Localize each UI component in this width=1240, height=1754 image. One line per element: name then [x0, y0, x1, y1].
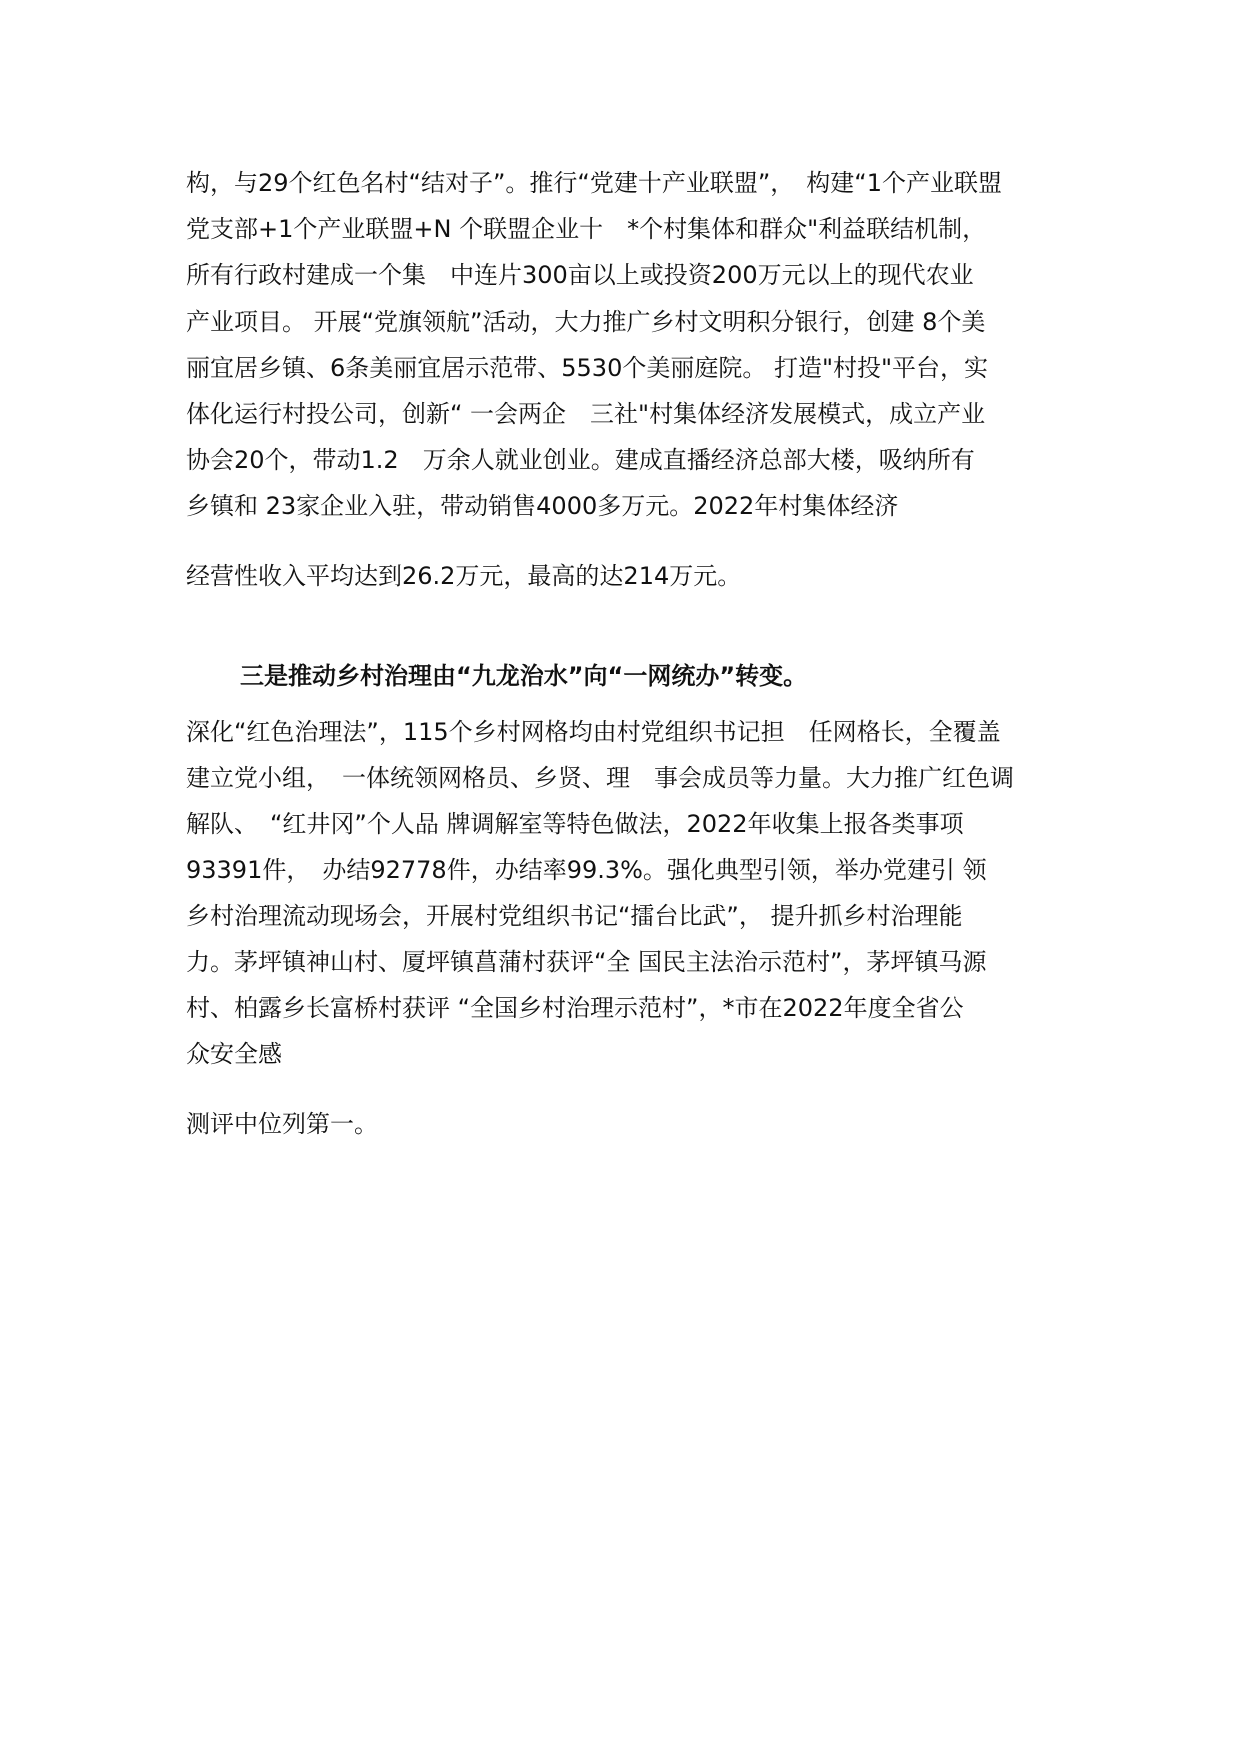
section3-line-9: 测评中位列第一。 [186, 1110, 378, 1138]
paragraph1-line-3: 所有行政村建成一个集 中连片300亩以上或投资200万元以上的现代农业 [186, 261, 974, 289]
section3-heading: 三是推动乡村治理由“九龙治水”向“一网统办”转变。 [240, 662, 808, 690]
paragraph1-line-2: 党支部+1个产业联盟+N 个联盟企业十 *个村集体和群众"利益联结机制， [186, 215, 987, 243]
section3-line-5: 乡村治理流动现场会，开展村党组织书记“擂台比武”， 提升抓乡村治理能 [186, 902, 963, 930]
section3-line-6: 力。茅坪镇神山村、厦坪镇菖蒲村获评“全 国民主法治示范村”，茅坪镇马源 [186, 948, 987, 976]
paragraph1-line-8: 乡镇和 23家企业入驻，带动销售4000多万元。2022年村集体经济 [186, 492, 899, 520]
paragraph1-line-5: 丽宜居乡镇、6条美丽宜居示范带、5530个美丽庭院。 打造"村投"平台，实 [186, 354, 989, 382]
paragraph1-line-6: 体化运行村投公司，创新“ 一会两企 三社"村集体经济发展模式，成立产业 [186, 400, 986, 428]
paragraph1-line-4: 产业项目。 开展“党旗领航”活动，大力推广乡村文明积分银行，创建 8个美 [186, 308, 986, 336]
section3-line-7: 村、柏露乡长富桥村获评 “全国乡村治理示范村”，*市在2022年度全省公 [186, 994, 964, 1022]
paragraph1-line-9: 经营性收入平均达到26.2万元，最高的达214万元。 [186, 562, 742, 590]
paragraph1-line-7: 协会20个，带动1.2 万余人就业创业。建成直播经济总部大楼，吸纳所有 [186, 446, 975, 474]
section3-line-8: 众安全感 [186, 1040, 282, 1068]
section3-line-1: 深化“红色治理法”，115个乡村网格均由村党组织书记担 任网格长，全覆盖 [186, 718, 1001, 746]
paragraph1-line-1: 构，与29个红色名村“结对子”。推行“党建十产业联盟”， 构建“1个产业联盟 [186, 169, 1002, 197]
section3-line-4: 93391件， 办结92778件，办结率99.3%。强化典型引领，举办党建引 领 [186, 856, 987, 884]
section3-line-2: 建立党小组， 一体统领网格员、乡贤、理 事会成员等力量。大力推广红色调 [186, 764, 1014, 792]
section3-line-3: 解队、 “红井冈”个人品 牌调解室等特色做法，2022年收集上报各类事项 [186, 810, 964, 838]
